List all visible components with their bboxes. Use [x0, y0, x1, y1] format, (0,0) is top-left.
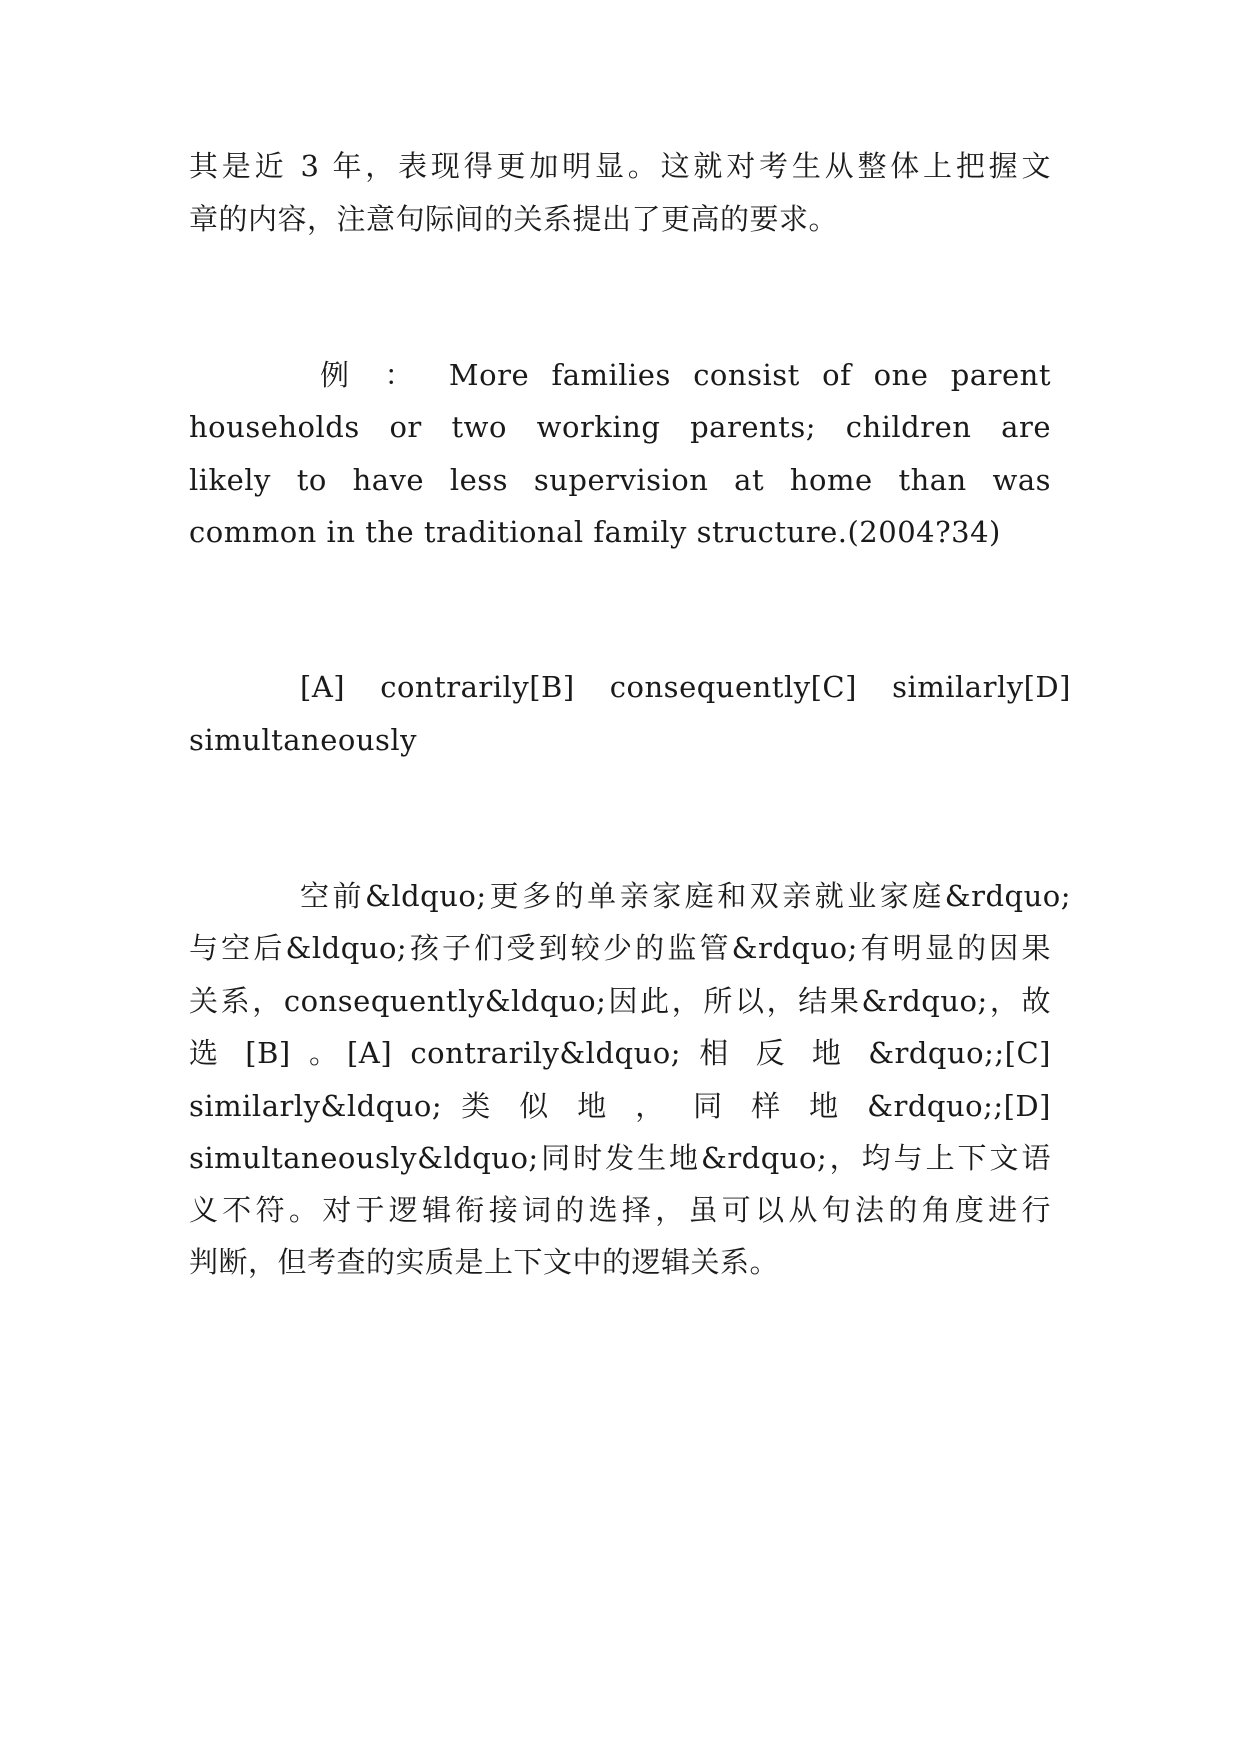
example-line-3: likely to have less supervision at home than was [189, 463, 1051, 497]
explanation-line-6: simultaneously&ldquo;同时发生地&rdquo;，均与上下文语 [189, 1141, 1051, 1175]
explanation-line-2: 与空后&ldquo;孩子们受到较少的监管&rdquo;有明显的因果 [189, 931, 1051, 965]
paragraph1-line-1: 其是近 3 年，表现得更加明显。这就对考生从整体上把握文 [189, 149, 1051, 183]
paragraph1-line-2: 章的内容，注意句际间的关系提出了更高的要求。 [189, 202, 839, 236]
options-line-1: [A] contrarily[B] consequently[C] similarly[D] [300, 670, 1071, 704]
explanation-line-7: 义不符。对于逻辑衔接词的选择，虽可以从句法的角度进行 [189, 1193, 1051, 1227]
example-line-1: 例 ： More families consist of one parent [320, 358, 1051, 392]
explanation-line-4: 选 [B] 。[A] contrarily&ldquo; 相 反 地 &rdquo;;[C] [189, 1036, 1051, 1070]
example-line-2: households or two working parents; children are [189, 410, 1051, 444]
explanation-line-5: similarly&ldquo; 类 似 地 ， 同 样 地 &rdquo;;[D] [189, 1089, 1051, 1123]
explanation-line-1: 空前&ldquo;更多的单亲家庭和双亲就业家庭&rdquo; [300, 879, 1071, 913]
options-line-2: simultaneously [189, 723, 418, 757]
explanation-line-8: 判断，但考查的实质是上下文中的逻辑关系。 [189, 1245, 780, 1279]
explanation-line-3: 关系，consequently&ldquo;因此，所以，结果&rdquo;，故 [189, 984, 1051, 1018]
example-line-4: common in the traditional family structure.(2004?34) [189, 515, 1001, 549]
